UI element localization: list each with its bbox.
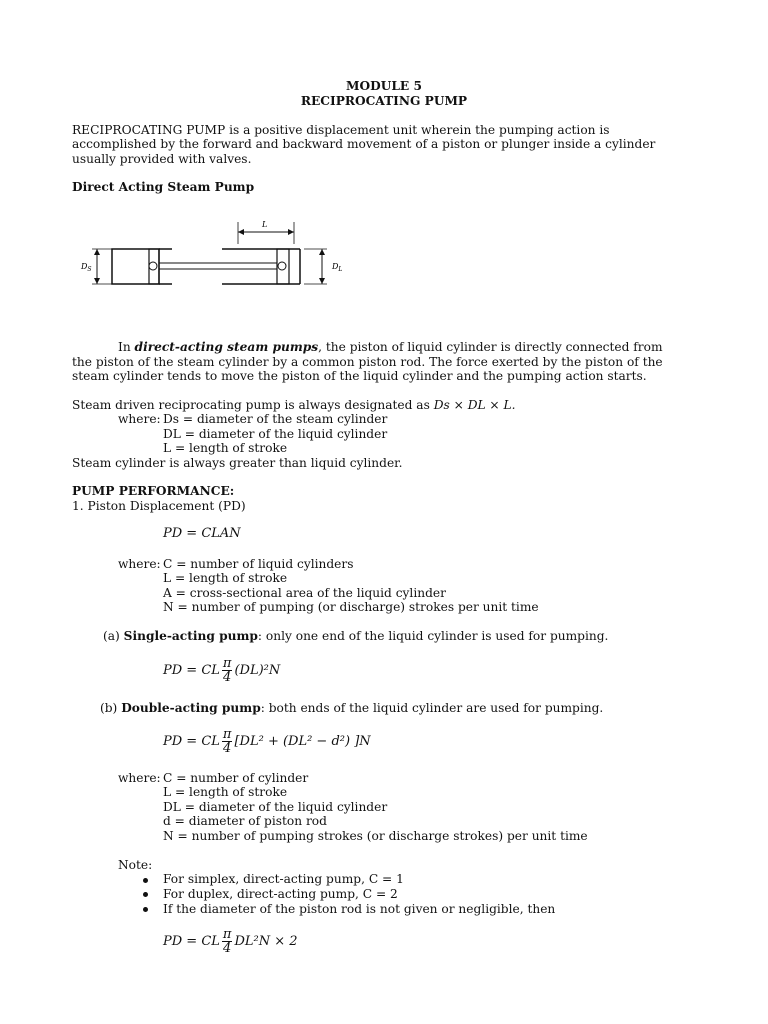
ds-arrow-top: [94, 249, 100, 255]
dl-label: $D_L$: [332, 262, 343, 273]
direct-acting-term: direct-acting steam pumps: [134, 340, 319, 354]
steam-piston-pin: [149, 262, 157, 270]
note-item-simplex: For simplex, direct-acting pump, C = 1: [163, 872, 404, 886]
designation-where: where:: [118, 412, 161, 426]
ds-label: $D_S$: [81, 262, 92, 273]
single-acting-term: Single-acting pump: [123, 629, 258, 643]
single-acting-line: (a) Single-acting pump: only one end of the liquid cylinder is used for pumping.: [103, 629, 609, 643]
bullet-icon: [143, 878, 148, 883]
ds-arrow-bottom: [94, 278, 100, 284]
designation-line: Steam driven reciprocating pump is always designated as Ds × DL × L.: [72, 398, 516, 412]
item-piston-displacement: 1. Piston Displacement (PD): [72, 499, 246, 513]
def-d: d = diameter of piston rod: [163, 814, 327, 828]
section-heading-performance: PUMP PERFORMANCE:: [72, 484, 235, 498]
def-c: C = number of liquid cylinders: [163, 557, 354, 571]
def-dl: DL = diameter of the liquid cylinder: [163, 427, 388, 441]
def-ds: Ds = diameter of the steam cylinder: [163, 412, 388, 426]
formula-pd-clan: PD = CLAN: [163, 526, 241, 541]
page-title: RECIPROCATING PUMP: [300, 94, 468, 108]
def-l3: L = length of stroke: [163, 785, 288, 799]
def-l2: L = length of stroke: [163, 571, 288, 585]
l-label: L: [262, 220, 268, 229]
double-acting-term: Double-acting pump: [121, 701, 261, 715]
formula-double-acting: PD = CL $\frac{\pi}{4}$ [DL² + (DL² − d²) ]N: [163, 727, 371, 756]
designation-note: Steam cylinder is always greater than liquid cylinder.: [72, 456, 403, 470]
formula-negligible-rod: PD = CL $\frac{\pi}{4}$ DL²N × 2: [163, 927, 298, 956]
intro-line-2: accomplished by the forward and backward movement of a piston or plunger inside a cylinder: [72, 137, 656, 151]
intro-line-3: usually provided with valves.: [72, 152, 252, 166]
def-dl2: DL = diameter of the liquid cylinder: [163, 800, 388, 814]
bullet-icon: [143, 907, 148, 912]
bullet-icon: [143, 892, 148, 897]
liquid-piston-pin: [278, 262, 286, 270]
para1-line-3: steam cylinder tends to move the piston of the liquid cylinder and the pumping action starts.: [72, 369, 647, 383]
performance-where: where:: [118, 557, 161, 571]
note-item-duplex: For duplex, direct-acting pump, C = 2: [163, 887, 398, 901]
intro-line-1: RECIPROCATING PUMP is a positive displacement unit wherein the pumping action is: [72, 123, 610, 137]
note-label: Note:: [118, 858, 153, 872]
def-a: A = cross-sectional area of the liquid cylinder: [163, 586, 446, 600]
double-where: where:: [118, 771, 161, 785]
para1-line-2: the piston of the steam cylinder by a common piston rod. The force exerted by the piston of the: [72, 355, 663, 369]
formula-single-acting: PD = CL $\frac{\pi}{4}$ (DL)²N: [163, 656, 281, 685]
module-number: MODULE 5: [346, 79, 422, 93]
def-l: L = length of stroke: [163, 441, 288, 455]
double-acting-line: (b) Double-acting pump: both ends of the liquid cylinder are used for pumping.: [100, 701, 604, 715]
section-heading-direct-acting: Direct Acting Steam Pump: [72, 180, 255, 194]
para1-line-1: In direct-acting steam pumps, the piston of liquid cylinder is directly connected from: [118, 340, 663, 354]
pump-diagram: [72, 214, 362, 294]
designation-formula: Ds × DL × L.: [433, 398, 516, 412]
def-n: N = number of pumping (or discharge) strokes per unit time: [163, 600, 539, 614]
note-item-rod: If the diameter of the piston rod is not given or negligible, then: [163, 902, 556, 916]
def-c2: C = number of cylinder: [163, 771, 309, 785]
def-n2: N = number of pumping strokes (or discharge strokes) per unit time: [163, 829, 588, 843]
